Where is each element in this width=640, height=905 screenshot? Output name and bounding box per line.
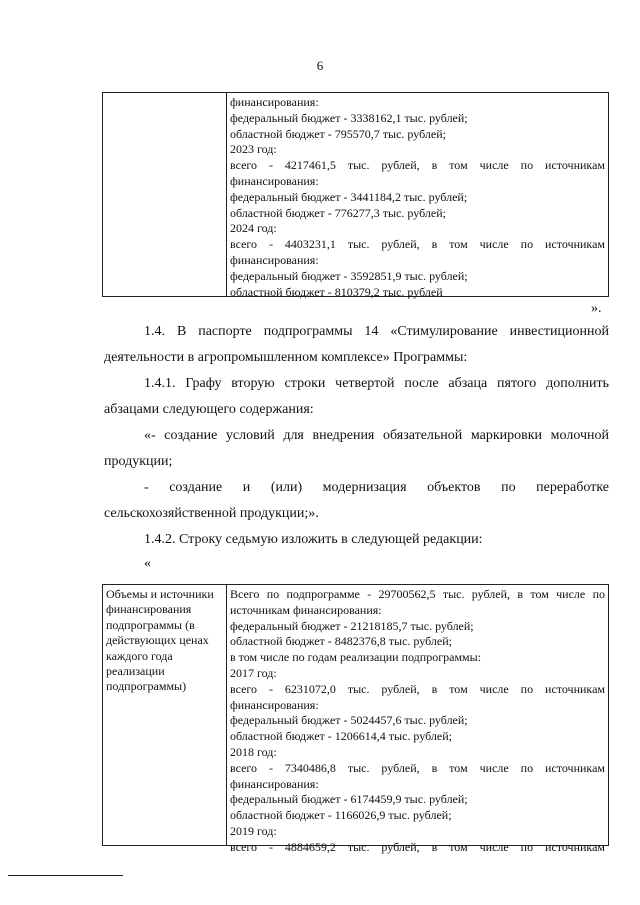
paragraph-1-4-line-2: деятельности в агропромышленном комплексе» Программы: bbox=[104, 350, 468, 365]
table-line: 2018 год: bbox=[230, 744, 277, 759]
table-line: областной бюджет - 795570,7 тыс. рублей; bbox=[230, 126, 446, 141]
table-line: федеральный бюджет - 3441184,2 тыс. рублей; bbox=[230, 189, 468, 204]
table-line: областной бюджет - 776277,3 тыс. рублей; bbox=[230, 205, 446, 220]
quoted-item-2-line-1: - создание и (или) модернизация объектов по переработке bbox=[144, 480, 609, 495]
paragraph-1-4-1-line-2: абзацами следующего содержания: bbox=[104, 402, 314, 417]
row-header-line: финансирования bbox=[106, 602, 192, 617]
table-line: областной бюджет - 1206614,4 тыс. рублей; bbox=[230, 729, 452, 744]
table-right-cell bbox=[227, 585, 608, 854]
quoted-item-1-line-2: продукции; bbox=[104, 454, 173, 469]
table-line: 2024 год: bbox=[230, 221, 277, 236]
table-line: всего - 7340486,8 тыс. рублей, в том числе по источникам bbox=[230, 760, 605, 775]
row-header-line: действующих ценах bbox=[106, 633, 209, 648]
table-line: областной бюджет - 810379,2 тыс. рублей bbox=[230, 284, 443, 299]
table-line: областной бюджет - 8482376,8 тыс. рублей; bbox=[230, 634, 452, 649]
table-line: федеральный бюджет - 5024457,6 тыс. рублей; bbox=[230, 713, 468, 728]
funding-table-continued bbox=[102, 92, 609, 297]
table-line: всего - 6231072,0 тыс. рублей, в том числе по источникам bbox=[230, 681, 605, 696]
table-line: Всего по подпрограмме - 29700562,5 тыс. рублей, в том числе по bbox=[230, 587, 605, 601]
table-line: всего - 4217461,5 тыс. рублей, в том числе по источникам bbox=[230, 158, 605, 173]
opening-quote: « bbox=[144, 556, 151, 571]
table-line: федеральный бюджет - 3592851,9 тыс. рублей; bbox=[230, 268, 468, 283]
funding-table bbox=[102, 584, 609, 854]
table-line: всего - 4403231,1 тыс. рублей, в том числе по источникам bbox=[230, 237, 605, 252]
table-right-cell bbox=[227, 93, 608, 299]
closing-quote: ». bbox=[591, 301, 602, 316]
table-line: финансирования: bbox=[230, 697, 319, 712]
table-line: федеральный бюджет - 3338162,1 тыс. рублей; bbox=[230, 110, 468, 125]
table-line: 2023 год: bbox=[230, 142, 277, 157]
table-left-cell bbox=[103, 585, 227, 845]
quoted-item-1-line-1: «- создание условий для внедрения обязательной маркировки молочной bbox=[144, 428, 609, 443]
row-header-line: реализации bbox=[106, 664, 165, 679]
paragraph-1-4-line-1: 1.4. В паспорте подпрограммы 14 «Стимулирование инвестиционной bbox=[144, 324, 609, 339]
paragraph-1-4-2: 1.4.2. Строку седьмую изложить в следующей редакции: bbox=[144, 532, 483, 547]
table-line: в том числе по годам реализации подпрограммы: bbox=[230, 650, 482, 665]
table-left-cell bbox=[103, 93, 227, 296]
table-line: областной бюджет - 1166026,9 тыс. рублей; bbox=[230, 808, 452, 823]
table-line: финансирования: bbox=[230, 173, 319, 188]
table-line: 2017 год: bbox=[230, 665, 277, 680]
row-header-line: каждого года bbox=[106, 648, 173, 663]
table-line: 2019 год: bbox=[230, 823, 277, 838]
quoted-item-2-line-2: сельскохозяйственной продукции;». bbox=[104, 506, 319, 521]
table-line: всего - 4884659,2 тыс. рублей, в том числе по источникам bbox=[230, 839, 605, 854]
table-line: федеральный бюджет - 6174459,9 тыс. рублей; bbox=[230, 792, 468, 807]
table-line: источникам финансирования: bbox=[230, 602, 382, 617]
footnote-rule bbox=[8, 875, 123, 876]
table-line: федеральный бюджет - 21218185,7 тыс. рублей; bbox=[230, 618, 474, 633]
table-line: финансирования: bbox=[230, 776, 319, 791]
page-number: 6 bbox=[316, 58, 324, 73]
row-header-line: подпрограммы) bbox=[106, 679, 187, 694]
table-line: финансирования: bbox=[230, 252, 319, 267]
row-header-line: подпрограммы (в bbox=[106, 617, 195, 632]
table-line: финансирования: bbox=[230, 95, 319, 109]
paragraph-1-4-1-line-1: 1.4.1. Графу вторую строки четвертой после абзаца пятого дополнить bbox=[144, 376, 609, 391]
row-header-line: Объемы и источники bbox=[106, 587, 214, 601]
